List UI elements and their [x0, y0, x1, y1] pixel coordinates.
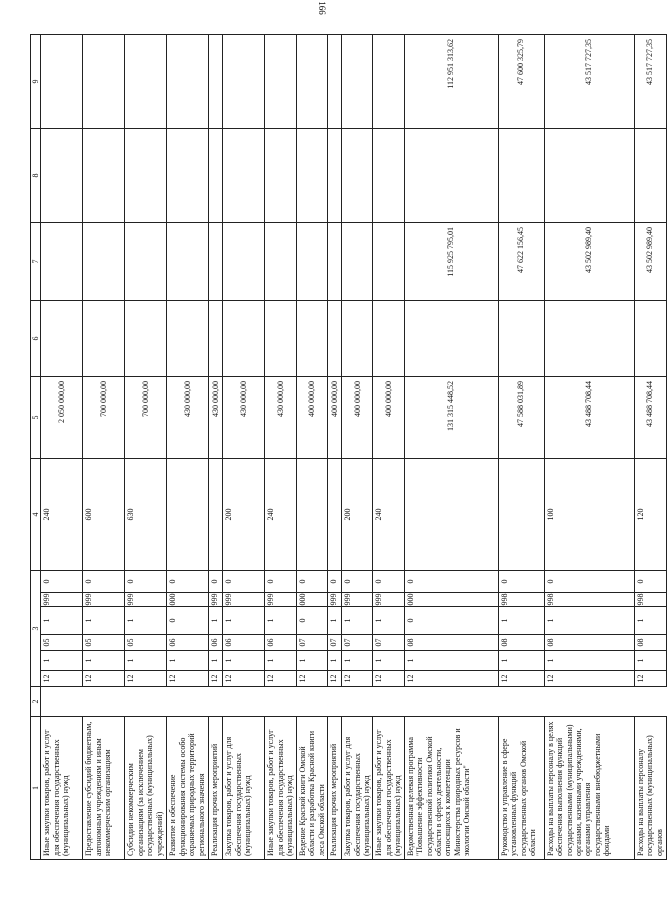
code-sub: 0: [296, 571, 327, 593]
table-row: [223, 35, 265, 860]
row-amount-7: 43 502 989,40: [634, 223, 666, 301]
code-program: 1: [373, 651, 404, 671]
row-name: Ведение Красной книги Омской области и разработка Красной книги леса Омской области: [296, 717, 327, 860]
code-direction: 1: [265, 607, 296, 635]
row-vr: [167, 459, 209, 571]
code-ministry: 12: [209, 671, 223, 687]
header-col-1: 1: [31, 717, 41, 860]
row-name: Ведомственная целевая программа "Повышение эффективности государственной политики Омской области в сферах деятельности, относящихся к компетенции Министерства природных ресурсов и экологии Омской области": [404, 717, 498, 860]
row-amount-7: [83, 223, 125, 301]
row-index: [342, 687, 373, 717]
header-col-7: 7: [31, 223, 41, 301]
code-expense: 999: [328, 593, 342, 607]
row-amount-7: [328, 223, 342, 301]
code-expense: 999: [342, 593, 373, 607]
budget-table-rotated: [30, 35, 664, 860]
code-subprogram: 06: [167, 635, 209, 651]
row-index: [209, 687, 223, 717]
row-amount-6: [328, 301, 342, 377]
row-vr: [404, 459, 498, 571]
row-amount-8: [209, 129, 223, 223]
row-amount-5: 430 000,00: [265, 377, 296, 459]
row-amount-5: 131 315 448,52: [404, 377, 498, 459]
row-amount-9: [342, 35, 373, 129]
row-amount-6: [404, 301, 498, 377]
table-row: [125, 35, 167, 860]
row-index: [41, 687, 83, 717]
row-index: [373, 687, 404, 717]
row-vr: 200: [342, 459, 373, 571]
table-row: [498, 35, 544, 860]
code-ministry: 12: [296, 671, 327, 687]
row-name: Расходы на выплаты персоналу государственных (муниципальных) органов: [634, 717, 666, 860]
code-program: 1: [404, 651, 498, 671]
row-amount-9: 112 951 313,62: [404, 35, 498, 129]
code-direction: 1: [83, 607, 125, 635]
row-amount-6: [373, 301, 404, 377]
code-direction: 0: [167, 607, 209, 635]
code-sub: 0: [328, 571, 342, 593]
row-amount-7: [296, 223, 327, 301]
row-amount-7: [373, 223, 404, 301]
code-expense: 999: [209, 593, 223, 607]
row-amount-9: [209, 35, 223, 129]
code-direction: 1: [328, 607, 342, 635]
code-subprogram: 08: [498, 635, 544, 651]
code-ministry: 12: [544, 671, 634, 687]
row-index: [634, 687, 666, 717]
row-amount-9: [223, 35, 265, 129]
row-name: Субсидии некоммерческим организациям (за исключением государственных (муниципальных) учреждений): [125, 717, 167, 860]
code-expense: 999: [373, 593, 404, 607]
code-ministry: 12: [328, 671, 342, 687]
row-amount-6: [342, 301, 373, 377]
code-sub: 0: [634, 571, 666, 593]
code-program: 1: [544, 651, 634, 671]
code-expense: 999: [41, 593, 83, 607]
row-amount-6: [498, 301, 544, 377]
row-name: Иные закупки товаров, работ и услуг для обеспечения государственных (муниципальных) нужд: [373, 717, 404, 860]
code-sub: 0: [373, 571, 404, 593]
code-subprogram: 07: [342, 635, 373, 651]
row-name: Реализация прочих мероприятий: [209, 717, 223, 860]
row-amount-8: [404, 129, 498, 223]
code-direction: 0: [296, 607, 327, 635]
page-number: 166: [317, 1, 327, 15]
code-direction: 1: [498, 607, 544, 635]
row-amount-7: [342, 223, 373, 301]
code-expense: 999: [125, 593, 167, 607]
code-program: 1: [342, 651, 373, 671]
row-amount-9: [296, 35, 327, 129]
code-program: 1: [498, 651, 544, 671]
row-amount-6: [125, 301, 167, 377]
budget-table: [30, 34, 667, 860]
code-subprogram: 06: [209, 635, 223, 651]
row-amount-6: [265, 301, 296, 377]
code-expense: 000: [404, 593, 498, 607]
row-amount-9: [265, 35, 296, 129]
code-subprogram: 08: [634, 635, 666, 651]
row-amount-7: [41, 223, 83, 301]
code-expense: 000: [167, 593, 209, 607]
row-name: Иные закупки товаров, работ и услуг для обеспечения государственных (муниципальных) нужд: [265, 717, 296, 860]
code-program: 1: [634, 651, 666, 671]
code-sub: 0: [544, 571, 634, 593]
code-program: 1: [328, 651, 342, 671]
code-program: 1: [296, 651, 327, 671]
code-sub: 0: [404, 571, 498, 593]
code-program: 1: [83, 651, 125, 671]
row-amount-7: 47 622 156,45: [498, 223, 544, 301]
row-amount-7: 43 502 989,40: [544, 223, 634, 301]
code-sub: 0: [498, 571, 544, 593]
row-amount-9: 43 517 727,35: [544, 35, 634, 129]
table-body: [41, 35, 666, 860]
row-index: [404, 687, 498, 717]
row-amount-5: 400 000,00: [328, 377, 342, 459]
row-amount-7: [265, 223, 296, 301]
row-amount-6: [83, 301, 125, 377]
row-vr: 600: [83, 459, 125, 571]
row-amount-9: [373, 35, 404, 129]
row-amount-8: [328, 129, 342, 223]
row-amount-6: [209, 301, 223, 377]
row-amount-7: [209, 223, 223, 301]
table-row: [634, 35, 666, 860]
header-row: [31, 35, 41, 860]
table-row: [404, 35, 498, 860]
row-amount-6: [167, 301, 209, 377]
row-amount-5: 47 588 031,89: [498, 377, 544, 459]
code-direction: 1: [125, 607, 167, 635]
table-row: [342, 35, 373, 860]
row-amount-8: [544, 129, 634, 223]
code-sub: 0: [342, 571, 373, 593]
row-amount-9: 47 600 325,79: [498, 35, 544, 129]
code-program: 1: [167, 651, 209, 671]
row-amount-5: 400 000,00: [373, 377, 404, 459]
row-name: Предоставление субсидий бюджетным, автономным учреждениям и иным некоммерческим организациям: [83, 717, 125, 860]
row-amount-5: 400 000,00: [296, 377, 327, 459]
row-vr: 630: [125, 459, 167, 571]
code-expense: 998: [498, 593, 544, 607]
row-amount-5: 700 000,00: [125, 377, 167, 459]
row-index: [498, 687, 544, 717]
row-index: [265, 687, 296, 717]
row-vr: 240: [373, 459, 404, 571]
code-sub: 0: [41, 571, 83, 593]
row-amount-8: [41, 129, 83, 223]
code-direction: 1: [209, 607, 223, 635]
row-amount-6: [296, 301, 327, 377]
table-row: [265, 35, 296, 860]
row-vr: 100: [544, 459, 634, 571]
code-direction: 1: [634, 607, 666, 635]
header-col-5: 5: [31, 377, 41, 459]
code-program: 1: [223, 651, 265, 671]
row-vr: 120: [634, 459, 666, 571]
table-row: [167, 35, 209, 860]
row-amount-7: 115 925 795,01: [404, 223, 498, 301]
row-amount-8: [498, 129, 544, 223]
code-direction: 0: [404, 607, 498, 635]
row-name: Руководство и управление в сфере установленных функций государственных органов Омской области: [498, 717, 544, 860]
row-vr: [498, 459, 544, 571]
code-sub: 0: [167, 571, 209, 593]
row-vr: [328, 459, 342, 571]
code-ministry: 12: [83, 671, 125, 687]
code-subprogram: 07: [328, 635, 342, 651]
row-amount-9: [167, 35, 209, 129]
row-amount-7: [223, 223, 265, 301]
row-index: [223, 687, 265, 717]
row-amount-8: [373, 129, 404, 223]
row-amount-7: [125, 223, 167, 301]
code-sub: 0: [209, 571, 223, 593]
code-ministry: 12: [167, 671, 209, 687]
code-ministry: 12: [265, 671, 296, 687]
row-amount-8: [296, 129, 327, 223]
code-ministry: 12: [125, 671, 167, 687]
row-amount-9: [125, 35, 167, 129]
code-ministry: 12: [41, 671, 83, 687]
code-sub: 0: [83, 571, 125, 593]
code-subprogram: 08: [404, 635, 498, 651]
code-direction: 1: [544, 607, 634, 635]
row-name: Реализация прочих мероприятий: [328, 717, 342, 860]
header-col-2: 2: [31, 687, 41, 717]
code-direction: 1: [41, 607, 83, 635]
row-vr: 240: [41, 459, 83, 571]
table-row: [209, 35, 223, 860]
code-expense: 000: [296, 593, 327, 607]
code-expense: 998: [544, 593, 634, 607]
row-index: [125, 687, 167, 717]
code-ministry: 12: [223, 671, 265, 687]
row-amount-6: [223, 301, 265, 377]
row-name: Закупка товаров, работ и услуг для обеспечения государственных (муниципальных) нужд: [342, 717, 373, 860]
code-direction: 1: [342, 607, 373, 635]
row-amount-5: 430 000,00: [223, 377, 265, 459]
row-name: Закупка товаров, работ и услуг для обеспечения государственных (муниципальных) нужд: [223, 717, 265, 860]
code-program: 1: [41, 651, 83, 671]
table-row: [373, 35, 404, 860]
code-subprogram: 07: [373, 635, 404, 651]
row-name: Развитие и обеспечение функционирования системы особо охраняемых природных территорий регионального значения: [167, 717, 209, 860]
code-sub: 0: [125, 571, 167, 593]
row-amount-8: [83, 129, 125, 223]
code-program: 1: [209, 651, 223, 671]
row-vr: [209, 459, 223, 571]
code-ministry: 12: [342, 671, 373, 687]
code-subprogram: 06: [223, 635, 265, 651]
code-program: 1: [265, 651, 296, 671]
row-vr: [296, 459, 327, 571]
row-amount-9: [83, 35, 125, 129]
row-amount-8: [265, 129, 296, 223]
code-expense: 998: [634, 593, 666, 607]
row-index: [296, 687, 327, 717]
header-col-9: 9: [31, 35, 41, 129]
table-row: [544, 35, 634, 860]
code-ministry: 12: [373, 671, 404, 687]
row-amount-5: 43 488 708,44: [544, 377, 634, 459]
table-row: [83, 35, 125, 860]
row-index: [167, 687, 209, 717]
row-amount-5: 2 050 000,00: [41, 377, 83, 459]
row-amount-5: 43 488 708,44: [634, 377, 666, 459]
row-vr: 200: [223, 459, 265, 571]
table-row: [328, 35, 342, 860]
code-subprogram: 08: [544, 635, 634, 651]
row-amount-8: [167, 129, 209, 223]
code-subprogram: 06: [265, 635, 296, 651]
row-amount-9: [328, 35, 342, 129]
table-row: [41, 35, 83, 860]
row-amount-9: [41, 35, 83, 129]
row-amount-9: 43 517 727,35: [634, 35, 666, 129]
code-expense: 999: [265, 593, 296, 607]
header-col-4: 4: [31, 459, 41, 571]
code-subprogram: 05: [41, 635, 83, 651]
row-amount-5: 700 000,00: [83, 377, 125, 459]
row-amount-8: [223, 129, 265, 223]
code-direction: 1: [373, 607, 404, 635]
row-amount-5: 430 000,00: [167, 377, 209, 459]
header-col-6: 6: [31, 301, 41, 377]
code-expense: 999: [83, 593, 125, 607]
code-expense: 999: [223, 593, 265, 607]
row-amount-5: 400 000,00: [342, 377, 373, 459]
row-amount-6: [41, 301, 83, 377]
code-program: 1: [125, 651, 167, 671]
header-col-8: 8: [31, 129, 41, 223]
code-subprogram: 05: [125, 635, 167, 651]
code-subprogram: 05: [83, 635, 125, 651]
row-amount-5: 430 000,00: [209, 377, 223, 459]
row-index: [544, 687, 634, 717]
table-row: [296, 35, 327, 860]
row-amount-6: [544, 301, 634, 377]
code-sub: 0: [265, 571, 296, 593]
row-amount-8: [634, 129, 666, 223]
header-col-3: 3: [31, 571, 41, 687]
code-ministry: 12: [498, 671, 544, 687]
row-index: [328, 687, 342, 717]
row-name: Расходы на выплаты персоналу в целях обеспечения выполнения функций государственными (муниципальными) органами, казенными учреждениями, органами управления государственными внебюджетными фондами: [544, 717, 634, 860]
code-direction: 1: [223, 607, 265, 635]
code-subprogram: 07: [296, 635, 327, 651]
row-amount-6: [634, 301, 666, 377]
row-amount-8: [125, 129, 167, 223]
code-ministry: 12: [634, 671, 666, 687]
row-amount-7: [167, 223, 209, 301]
row-index: [83, 687, 125, 717]
row-amount-8: [342, 129, 373, 223]
code-sub: 0: [223, 571, 265, 593]
row-name: Иные закупки товаров, работ и услуг для обеспечения государственных (муниципальных) нужд: [41, 717, 83, 860]
row-vr: 240: [265, 459, 296, 571]
code-ministry: 12: [404, 671, 498, 687]
